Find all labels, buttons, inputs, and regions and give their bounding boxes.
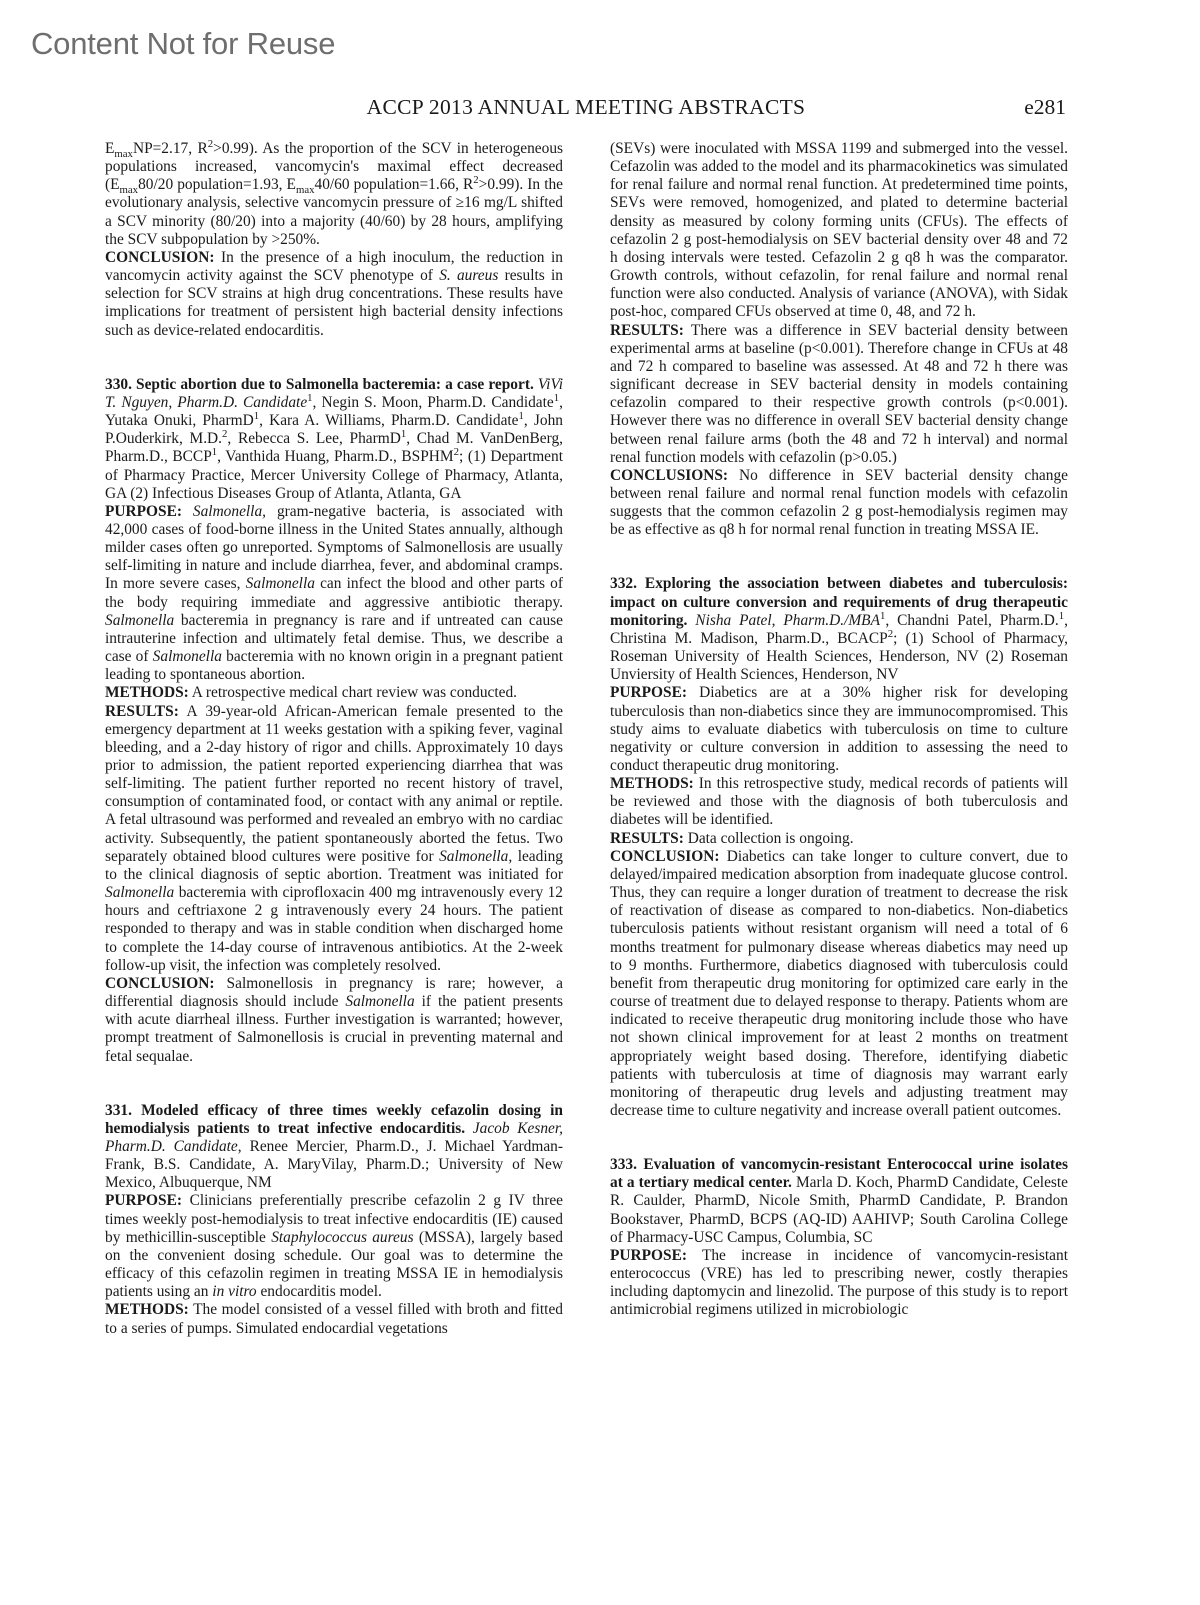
methods-paragraph: METHODS: The model consisted of a vessel filled with broth and fitted to a series of pumps. Simulated endocardial vegetations	[105, 1301, 563, 1337]
purpose-paragraph: PURPOSE: The increase in incidence of vancomycin-resistant enterococcus (VRE) has led to prescribing newer, costly therapies including daptomycin and linezolid. The purpose of this study is to report antimicrobial regimens utilized in microbiologic	[610, 1246, 1068, 1319]
abstract-title: 331. Modeled efficacy of three times weekly cefazolin dosing in hemodialysis patients to treat infective endocarditis.	[105, 1101, 563, 1137]
abstract-331-continuation	[610, 140, 1068, 539]
page-number: e281	[1024, 95, 1066, 119]
abstract-332	[610, 575, 1068, 1120]
conclusion-paragraph: CONCLUSION: Diabetics can take longer to culture convert, due to delayed/impaired medication absorption from inadequate glucose control. Thus, they can require a longer duration of treatment to decrease the risk of reactivation of disease as compared to non-diabetics. Non-diabetics tuberculosis patients without resistant organism will need a total of 6 months treatment for pulmonary disease whereas diabetics may need up to 9 months. Furthermore, diabetics diagnosed with tuberculosis could benefit from therapeutic drug monitoring for optimized care early in the course of treatment due to delayed response to therapy. Patients whom are indicated to receive therapeutic drug monitoring include those who have not shown clinical improvement for at least 2 months on treatment appropriately weight based dosing. Therefore, identifying diabetic patients with tuberculosis at time of diagnosis may warrant early monitoring of therapeutic drug levels and adjusting treatment may decrease time to culture negativity and increase overall patient outcomes.	[610, 847, 1068, 1119]
conclusion-paragraph: CONCLUSION: Salmonellosis in pregnancy is rare; however, a differential diagnosis should include Salmonella if the patient presents with acute diarrheal illness. Further investigation is warranted; however, prompt treatment of Salmonellosis is crucial in preventing maternal and fetal sequalae.	[105, 974, 563, 1065]
abstract-331	[105, 1102, 563, 1338]
abstract-329-continuation	[105, 137, 564, 340]
abstract-330	[105, 376, 563, 1066]
abstract-header: 332. Exploring the association between diabetes and tuberculosis: impact on culture conversion and requirements of drug therapeutic monitoring. Nisha Patel, Pharm.D./MBA$^1$, Chandni Patel, Pharm.D.$^1$, Christina M. Madison, Pharm.D., BCACP$^2$; (1) School of Pharmacy, Roseman University of Health Sciences, Henderson, NV (2) Roseman Unviersity of Health Sciences, Henderson, NV	[610, 575, 1068, 684]
results-paragraph: RESULTS: A 39-year-old African-American female presented to the emergency department at 11 weeks gestation with a spiking fever, vaginal bleeding, and a 2-day history of rigor and chills. Approximately 10 days prior to admission, the patient reported experiencing diarrhea that was self-limiting. The patient further reported no recent history of travel, consumption of contaminated food, or contact with any animal or reptile. A fetal ultrasound was performed and revealed an embryo with no cardiac activity. Subsequently, the patient spontaneously aborted the fetus. Two separately obtained blood cultures were positive for Salmonella, leading to the clinical diagnosis of septic abortion. Treatment was initiated for Salmonella bacteremia with ciprofloxacin 400 mg intravenously every 12 hours and ceftriaxone 2 g intravenously every 24 hours. The patient responded to therapy and was in stable condition when discharged home to complete the 14-day course of intravenous antibiotics. At the 2-week follow-up visit, the infection was completely resolved.	[105, 702, 563, 974]
left-column	[105, 137, 564, 1338]
methods-paragraph: METHODS: In this retrospective study, medical records of patients will be reviewed and those with the diagnosis of both tuberculosis and diabetes will be identified.	[610, 775, 1068, 829]
abstract-header: 330. Septic abortion due to Salmonella bacteremia: a case report. ViVi T. Nguyen, Pharm.D. Candidate$^1$, Negin S. Moon, Pharm.D. Candidate$^1$, Yutaka Onuki, PharmD$^1$, Kara A. Williams, Pharm.D. Candidate$^1$, John P.Ouderkirk, M.D.$^2$, Rebecca S. Lee, PharmD$^1$, Chad M. VanDenBerg, Pharm.D., BCCP$^1$, Vanthida Huang, Pharm.D., BSPHM$^2$; (1) Department of Pharmacy Practice, Mercer University College of Pharmacy, Atlanta, GA (2) Infectious Diseases Group of Atlanta, Atlanta, GA	[105, 375, 563, 502]
abstract-header: 333. Evaluation of vancomycin-resistant Enterococcal urine isolates at a tertiary medical center. Marla D. Koch, PharmD Candidate, Celeste R. Caulder, PharmD, Nicole Smith, PharmD Candidate, P. Brandon Bookstaver, PharmD, BCPS (AQ-ID) AAHIVP; South Carolina College of Pharmacy-USC Campus, Columbia, SC	[610, 1156, 1068, 1246]
running-head	[106, 95, 1066, 125]
methods-paragraph: METHODS: A retrospective medical chart review was conducted.	[105, 684, 518, 702]
purpose-paragraph: PURPOSE: Salmonella, gram-negative bacteria, is associated with 42,000 cases of food-borne illness in the United States annually, although milder cases often go unreported. Symptoms of Salmonellosis are usually self-limiting in nature and include diarrhea, fever, and abdominal cramps. In more severe cases, Salmonella can infect the blood and other parts of the body requiring immediate and aggressive antibiotic therapy. Salmonella bacteremia in pregnancy is rare and if untreated can cause intrauterine infection and ultimately fetal demise. Thus, we describe a case of Salmonella bacteremia with no known origin in a pregnant patient leading to spontaneous abortion.	[105, 502, 563, 684]
abstract-title: 332. Exploring the association between diabetes and tuberculosis: impact on culture conversion and requirements of drug therapeutic monitoring.	[610, 575, 1068, 629]
conclusion-paragraph: CONCLUSIONS: No difference in SEV bacterial density change between renal failure and normal renal function models with cefazolin suggests that the common cefazolin 2 g post-hemodialysis regimen may be as effective as q8 h for normal renal function in treating MSSA IE.	[610, 466, 1068, 539]
right-column	[610, 140, 1068, 1320]
journal-running-title: ACCP 2013 ANNUAL MEETING ABSTRACTS	[366, 95, 806, 119]
abstract-title: 330. Septic abortion due to Salmonella bacteremia: a case report.	[105, 375, 534, 393]
conclusion-paragraph: CONCLUSION: In the presence of a high inoculum, the reduction in vancomycin activity against the SCV phenotype of S. aureus results in selection for SCV strains at high drug concentrations. These results have implications for treatment of persistent high bacterial density infections such as device-related endocarditis.	[105, 248, 564, 339]
abstract-333	[610, 1156, 1068, 1319]
watermark: Content Not for Reuse	[31, 26, 336, 61]
abstract-header: 331. Modeled efficacy of three times weekly cefazolin dosing in hemodialysis patients to treat infective endocarditis. Jacob Kesner, Pharm.D. Candidate, Renee Mercier, Pharm.D., J. Michael Yardman-Frank, B.S. Candidate, A. MaryVilay, Pharm.D.; University of New Mexico, Albuquerque, NM	[105, 1101, 564, 1192]
methods-continuation-paragraph: (SEVs) were inoculated with MSSA 1199 and submerged into the vessel. Cefazolin was added to the model and its pharmacokinetics was simulated for renal failure and normal renal function. At predetermined time points, SEVs were removed, homogenized, and plated to determine bacterial density as measured by colony forming units (CFUs). The effects of cefazolin 2 g post-hemodialysis on SEV bacterial density over 48 and 72 h dosing intervals were tested. Cefazolin 2 g q8 h was the comparator. Growth controls, without cefazolin, for renal failure and normal renal function were also conducted. Analysis of variance (ANOVA), with Sidak post-hoc, compared CFUs observed at time 0, 48, and 72 h.	[610, 140, 1068, 321]
purpose-paragraph: PURPOSE: Diabetics are at a 30% higher risk for developing tuberculosis than non-diabetics since they are immunocompromised. This study aims to evaluate diabetics with tuberculosis on time to culture negativity or culture conversion in addition to assessing the need to conduct therapeutic drug monitoring.	[610, 684, 1068, 774]
results-paragraph: RESULTS: There was a difference in SEV bacterial density between experimental arms at baseline (p<0.001). Therefore change in CFUs at 48 and 72 h compared to baseline was assessed. At 48 and 72 h there was significant decrease in SEV bacterial density in models containing cefazolin compared to their respective growth controls (p<0.001). However there was no difference in overall SEV bacterial density change between renal failure arms (both the 48 and 72 h interval) and normal renal function models with cefazolin (p>0.05.)	[610, 321, 1068, 466]
abstract-title: 333. Evaluation of vancomycin-resistant Enterococcal urine isolates at a tertiary medical center.	[610, 1156, 1068, 1192]
results-paragraph: RESULTS: Data collection is ongoing.	[610, 829, 854, 847]
results-continuation-paragraph: $E_{max}NP=2.17$, $R^2>0.99$). As the proportion of the SCV in heterogeneous populations increased, vancomycin's maximal effect decreased ($E_{max}80/20$ population=1.93, $E_{max}40/60$ population=1.66, $R^2>0.99$). In the evolutionary analysis, selective vancomycin pressure of ≥16 mg/L shifted a SCV minority (80/20) into a majority (40/60) by 28 hours, amplifying the SCV subpopulation by >250%.	[105, 137, 564, 248]
purpose-paragraph: PURPOSE: Clinicians preferentially prescribe cefazolin 2 g IV three times weekly post-hemodialysis to treat infective endocarditis (IE) caused by methicillin-susceptible Staphylococcus aureus (MSSA), largely based on the convenient dosing schedule. Our goal was to determine the efficacy of this cefazolin regimen in treating MSSA IE in hemodialysis patients using an in vitro endocarditis model.	[105, 1192, 564, 1301]
